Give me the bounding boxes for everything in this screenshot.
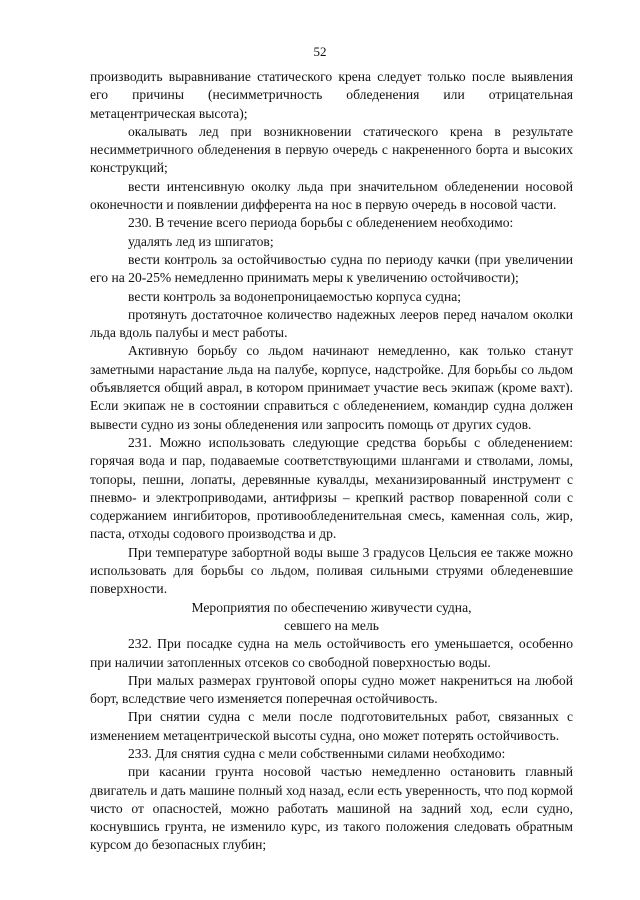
paragraph: 233. Для снятия судна с мели собственными силами необходимо: <box>128 745 506 761</box>
paragraph: Активную борьбу со льдом начинают немедленно, как только станут заметными нарастание льда на палубе, корпусе, надстройке. Для борьбы со льдом объявляется общий аврал, в котором принимает участие весь экипаж (кроме вахт). Если экипаж не в состоянии справиться с обледенением, командир судна должен вывести судно из зоны обледенения или запросить помощь от других судов. <box>90 343 573 432</box>
paragraph: вести интенсивную околку льда при значительном обледенении носовой оконечности и появлении дифферента на нос в первую очередь в носовой части. <box>90 178 573 213</box>
page-number: 52 <box>313 44 327 59</box>
paragraph: При температуре забортной воды выше 3 градусов Цельсия ее также можно использовать для борьбы со льдом, поливая сильными струями обледеневшие поверхности. <box>90 544 573 597</box>
paragraph: окалывать лед при возникновении статического крена в результате несимметричного обледенения в первую очередь с накрененного борта и высоких конструкций; <box>90 123 573 176</box>
paragraph: производить выравнивание статического крена следует только после выявления его причины (несимметричность обледенения или отрицательная метацентрическая высота); <box>90 69 573 121</box>
paragraph: вести контроль за водонепроницаемостью корпуса судна; <box>128 288 462 304</box>
paragraph: 232. При посадке судна на мель остойчивость его уменьшается, особенно при наличии затопленных отсеков со свободной поверхностью воды. <box>90 636 573 670</box>
section-heading: Мероприятия по обеспечению живучести судна, <box>191 599 472 615</box>
paragraph: протянуть достаточное количество надежных лееров перед началом околки льда вдоль палубы и мест работы. <box>90 306 573 341</box>
document-body <box>90 68 573 855</box>
section-heading: севшего на мель <box>284 617 379 633</box>
paragraph: 231. Можно использовать следующие средства борьбы с обледенением: горячая вода и пар, подаваемые соответствующими шлангами и стволами, ломы, топоры, пешни, лопаты, деревянные кувалды, механизированный инструмент с пневмо- и электроприводами, антифризы – крепкий раствор поваренной соли с содержанием ингибиторов, противообледенительная смесь, каменная соль, жир, паста, отходы содового производства и др. <box>90 434 573 542</box>
paragraph: 230. В течение всего периода борьбы с обледенением необходимо: <box>128 215 514 231</box>
paragraph: вести контроль за остойчивостью судна по периоду качки (при увеличении его на 20-25% немедленно принимать меры к увеличению остойчивости); <box>90 251 573 286</box>
paragraph: При малых размерах грунтовой опоры судно может накрениться на любой борт, вследствие чего изменяется поперечная остойчивость. <box>90 672 573 707</box>
paragraph: При снятии судна с мели после подготовительных работ, связанных с изменением метацентрической высоты судна, оно может потерять остойчивость. <box>90 709 573 743</box>
paragraph: при касании грунта носовой частью немедленно остановить главный двигатель и дать машине полный ход назад, если есть уверенность, что под кормой чисто от опасностей, можно работать машиной на задний ход, если судно, коснувшись грунта, не изменило курс, из такого положения следовать обратным курсом до безопасных глубин; <box>90 764 573 853</box>
paragraph: удалять лед из шпигатов; <box>128 233 274 249</box>
